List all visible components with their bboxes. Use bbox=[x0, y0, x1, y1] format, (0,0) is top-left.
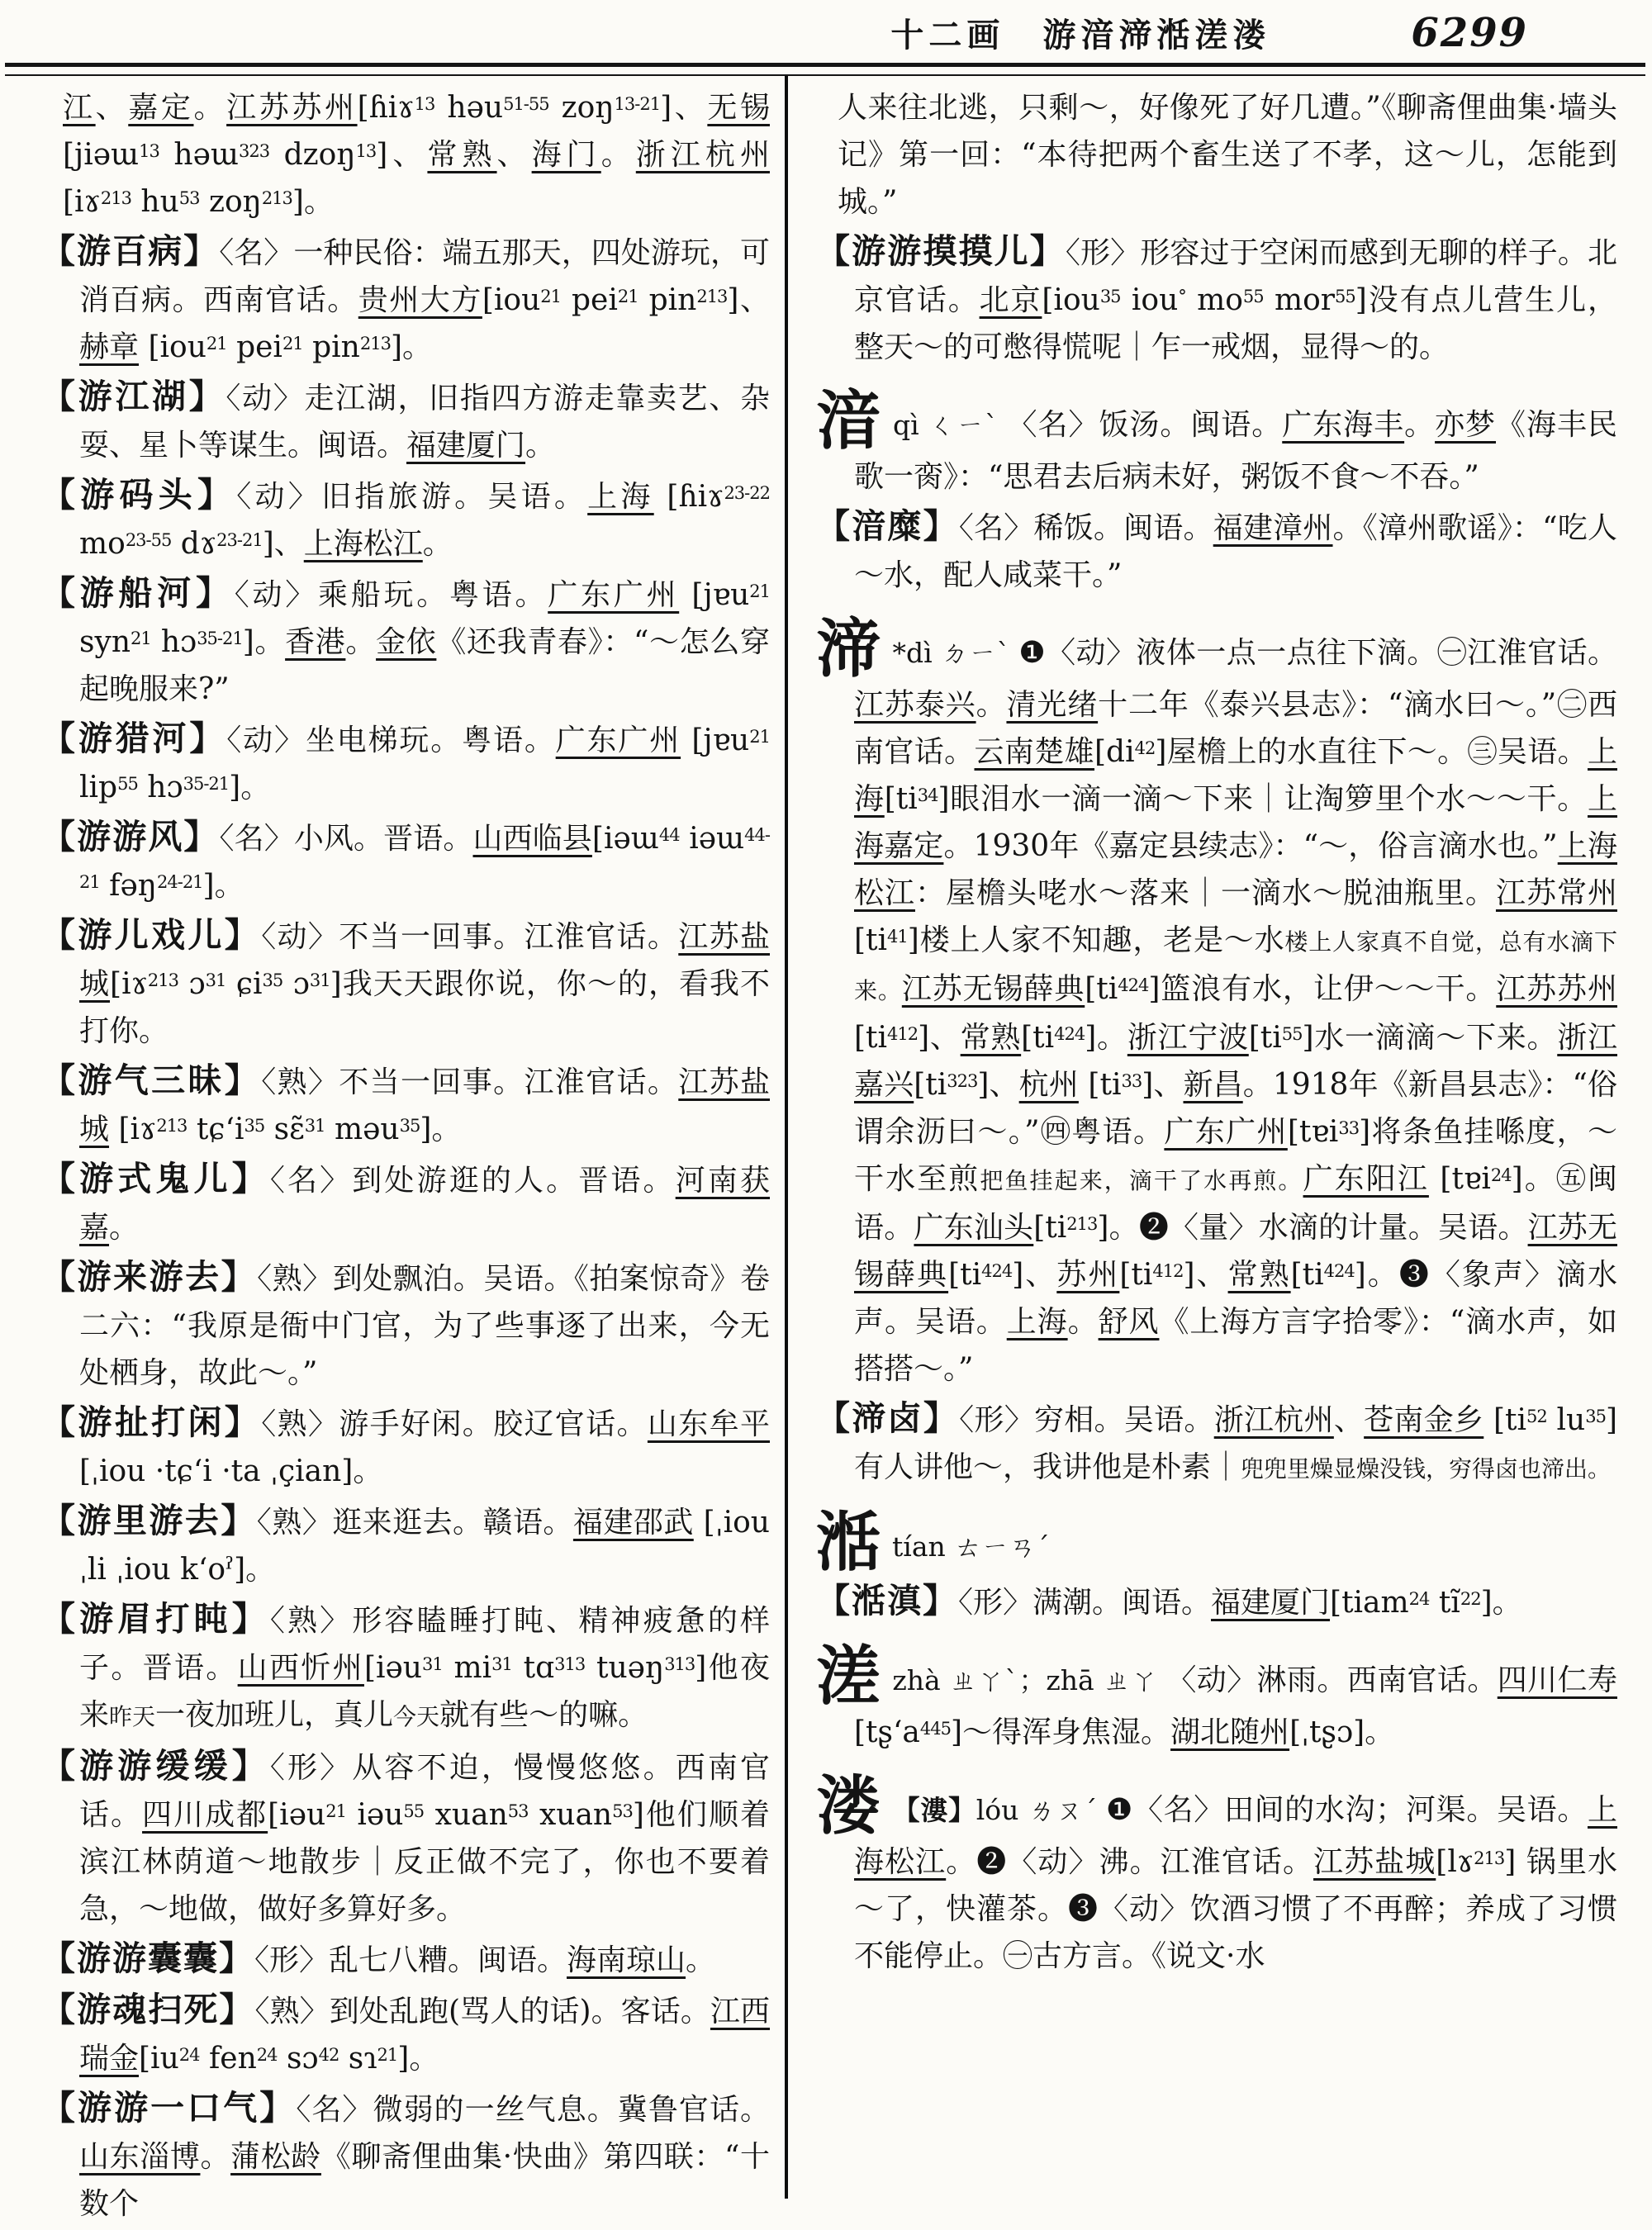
dictionary-entry: 【游江湖】〈动〉走江湖，旧指四方游走靠卖艺、杂耍、星卜等谋生。闽语。福建厦门。 bbox=[41, 377, 770, 463]
headword: 【渧卤】 bbox=[816, 1398, 960, 1438]
dictionary-entry: 【游气三昧】〈熟〉不当一回事。江淮官话。江苏盐城 [iɤ$^{213}$ tɕʻi$^{35}$ sɛ̃$^{31}$ məu$^{35}$]。 bbox=[41, 1060, 770, 1146]
headword: 【游江湖】 bbox=[41, 377, 226, 416]
dictionary-entry: 【游扯打闲】〈熟〉游手好闲。胶辽官话。山东牟平[ˌiou ·tɕʻi ·ta ˌçian]。 bbox=[41, 1402, 770, 1488]
dictionary-entry: 【渧卤】〈形〉穷相。吴语。浙江杭州、苍南金乡 [$ti^{52}$ $lu^{35}$] 有人讲他～，我讲他是朴素｜兜兜里燥显燥没钱，穷得卤也渧出。 bbox=[816, 1398, 1617, 1484]
headword: 【游魂扫死】 bbox=[41, 1990, 255, 2029]
headword: 【游游囊囊】 bbox=[41, 1938, 254, 1978]
headword: 【游游摸摸儿】 bbox=[816, 231, 1066, 271]
continuation-paragraph: 人来往北逃，只剩～，好像死了好几遭。”《聊斋俚曲集·墙头记》第一回：“本待把两个畜生送了不孝，这～儿，怎能到城。” bbox=[838, 91, 1617, 219]
head-character-entry: 湆qì ㄑㄧˋ 〈名〉饭汤。闽语。广东海丰。亦梦《海丰民歌一脔》：“思君去后病未好，粥饭不食～不吞。” bbox=[816, 383, 1617, 494]
left-column bbox=[0, 76, 785, 2221]
headword: 【游游风】 bbox=[41, 817, 220, 856]
header-title bbox=[890, 9, 1270, 56]
big-character: 湉 bbox=[816, 1505, 881, 1580]
pronunciation: zhà ㄓㄚˋ；zhā ㄓㄚ bbox=[892, 1664, 1159, 1696]
headword: 【游游缓缓】 bbox=[41, 1746, 270, 1786]
dictionary-entry: 【湉滇】〈形〉满潮。闽语。福建厦门[tiam$^{24}$ $tĩ^{22}$]。 bbox=[816, 1581, 1522, 1620]
pronunciation: 【漊】lóu ㄌㄡˊ bbox=[892, 1794, 1099, 1826]
headword: 【游眉打盹】 bbox=[41, 1599, 270, 1639]
text-columns bbox=[0, 76, 1652, 2221]
big-character: 渧 bbox=[816, 611, 881, 686]
dictionary-entry: 【游游囊囊】〈形〉乱七八糟。闽语。海南琼山。 bbox=[41, 1938, 716, 1978]
headword: 【游百病】 bbox=[41, 231, 220, 271]
headword: 【游儿戏儿】 bbox=[41, 915, 262, 955]
pronunciation: *dì ㄉㄧˋ bbox=[892, 637, 1011, 669]
headword: 【湆糜】 bbox=[816, 506, 959, 546]
big-character: 湆 bbox=[816, 383, 881, 458]
dictionary-entry: 【游猎河】〈动〉坐电梯玩。粤语。广东广州 [jɐu$^{21}$ lip$^{55}$ hɔ$^{35-21}$]。 bbox=[41, 719, 770, 804]
dictionary-entry: 【游来游去】〈熟〉到处飘泊。吴语。《拍案惊奇》卷二六：“我原是衙中门官，为了些事逐了出来，今无处栖身，故此～。” bbox=[41, 1257, 770, 1390]
headword: 【游里游去】 bbox=[41, 1501, 257, 1540]
stroke-section-label: 十二画 bbox=[890, 16, 1005, 55]
headword: 【游码头】 bbox=[41, 475, 237, 515]
head-character-entry: 渧 *dì ㄉㄧˋ ❶〈动〉液体一点一点往下滴。㊀江淮官话。江苏泰兴。清光绪十二年《泰兴县志》：“滴水曰～。”㊁西南官话。云南楚雄$[di^{42}]$屋檐上的水直往下～。㊂吴语。上海$[ti^{34}]$眼泪水一滴一滴～下来｜让淘箩里个水～～干。上海嘉定。1930年《嘉定县续志》：“～，俗言滴水也。”上海松江：屋檐头咾水～落来｜一滴水～脱油瓶里。江苏常州$[ti^{41}]$楼上人家不知趣，老是～水楼上人家真不自觉，总有水滴下来。江苏无锡薛典$[ti^{424}]$篮浪有水，让伊～～干。江苏苏州$[ti^{412}]$、常熟$[ti^{424}]$。浙江宁波$[ti^{55}]$水一滴滴～下来。浙江嘉兴$[ti^{323}]$、杭州 $[ti^{33}]$、新昌。1918年《新昌县志》：“俗谓余沥曰～。”㊃粤语。广东广州[tɐi$^{33}$]将条鱼挂喺度，～干水至煎把鱼挂起来，滴干了水再煎。广东阳江 [tɐi$^{24}$]。㊄闽语。广东汕头$[ti^{213}]$。❷〈量〉水滴的计量。吴语。江苏无锡薛典$[ti^{424}]$、苏州$[ti^{412}]$、常熟$[ti^{424}]$。❸〈象声〉滴水声。吴语。上海。舒风《上海方言字拾零》：“滴水声，如搭搭～。” bbox=[816, 611, 1618, 1386]
dictionary-entry: 【游儿戏儿】〈动〉不当一回事。江淮官话。江苏盐城[iɤ$^{213}$ ɔ$^{31}$ ɕi$^{35}$ ɔ$^{31}$]我天天跟你说，你～的，看我不打你。 bbox=[41, 915, 771, 1048]
dictionary-entry: 【游眉打盹】〈熟〉形容瞌睡打盹、精神疲惫的样子。晋语。山西忻州[iəu$^{31}$ $mi^{31}$ tɑ$^{313}$ tuəŋ$^{313}$]他夜来昨天一夜加班儿，真儿今天就有些～的嘛。 bbox=[41, 1599, 770, 1732]
dictionary-entry: 【游游一口气】〈名〉微弱的一丝气息。冀鲁官话。山东淄博。蒲松龄《聊斋俚曲集·快曲》第四联：“十数个 bbox=[41, 2088, 770, 2221]
pronunciation: qì ㄑㄧˋ bbox=[892, 409, 999, 441]
big-character: 溇 bbox=[816, 1768, 881, 1843]
dictionary-entry: 【游式鬼儿】〈名〉到处游逛的人。晋语。河南获嘉。 bbox=[41, 1159, 770, 1245]
continuation-paragraph: 江、嘉定。江苏苏州[ɦiɤ$^{13}$ həu$^{51-55}$ zoŋ$^{13-21}$]、无锡[jiəɯ$^{13}$ həɯ$^{323}$ dzoŋ$^{13}$]、常熟、海门。浙江杭州 [iɤ$^{213}$ $hu^{53}$ zoŋ$^{213}$]。 bbox=[63, 91, 770, 219]
dictionary-entry: 【游码头】〈动〉旧指旅游。吴语。上海 [ɦiɤ$^{23-22}$ $mo^{23-55}$ dɤ$^{23-21}$]、上海松江。 bbox=[41, 475, 770, 561]
headword: 【游式鬼儿】 bbox=[41, 1159, 270, 1198]
head-character-entry: 溇 【漊】lóu ㄌㄡˊ ❶〈名〉田间的水沟；河渠。吴语。上海松江。❷〈动〉沸。江淮官话。江苏盐城[lɤ$^{213}$] 锅里水～了，快灌茶。❸〈动〉饮酒习惯了不再醉；养成了习惯不能停止。㊀古方言。《说文·水 bbox=[816, 1768, 1617, 1973]
page-header bbox=[0, 0, 1652, 63]
headword: 【游扯打闲】 bbox=[41, 1402, 262, 1442]
header-rule bbox=[5, 63, 1645, 76]
dictionary-entry: 【游游摸摸儿】〈形〉形容过于空闲而感到无聊的样子。北京官话。北京[iou$^{35}$ iou° $mo^{55}$ mor$^{55}$]没有点儿营生儿，整天～的可憋得慌呢｜乍一戒烟，显得～的。 bbox=[816, 231, 1617, 364]
headword: 【游猎河】 bbox=[41, 719, 227, 758]
dictionary-entry: 【湆糜】〈名〉稀饭。闽语。福建漳州。《漳州歌谣》：“吃人～水，配人咸菜干。” bbox=[816, 506, 1617, 592]
headword: 【游气三昧】 bbox=[41, 1060, 262, 1100]
headword: 【游来游去】 bbox=[41, 1257, 258, 1297]
big-character: 溠 bbox=[816, 1639, 881, 1714]
header-characters: 游湆渧湉溠溇 bbox=[1042, 16, 1271, 55]
right-column bbox=[785, 76, 1652, 2199]
dictionary-entry: 【游百病】〈名〉一种民俗：端五那天，四处游玩，可消百病。西南官话。贵州大方[iou$^{21}$ pei$^{21}$ pin$^{213}$]、赫章 [iou$^{21}$ pei$^{21}$ pin$^{213}$]。 bbox=[41, 231, 770, 364]
head-character-entry bbox=[816, 1505, 1617, 1580]
dictionary-entry: 【游里游去】〈熟〉逛来逛去。赣语。福建邵武 [ˌiou ˌli ˌiou kʻoˀ]。 bbox=[41, 1501, 770, 1587]
pronunciation: tían ㄊㄧㄢˊ bbox=[892, 1530, 1050, 1563]
dictionary-entry: 【游游风】〈名〉小风。晋语。山西临县[iəɯ$^{44}$ iəɯ$^{44-21}$ fəŋ$^{24-21}$]。 bbox=[41, 817, 770, 903]
headword: 【湉滇】 bbox=[816, 1581, 958, 1620]
dictionary-entry: 【游船河】〈动〉乘船玩。粤语。广东广州 [jɐu$^{21}$ syn$^{21}$ hɔ$^{35-21}$]。香港。金依《还我青春》：“～怎么穿起晚服来?” bbox=[41, 573, 770, 706]
headword: 【游游一口气】 bbox=[41, 2088, 297, 2128]
page-number: 6299 bbox=[1411, 10, 1528, 56]
dictionary-entry: 【游游缓缓】〈形〉从容不迫，慢慢悠悠。西南官话。四川成都[iəu$^{21}$ iəu$^{55}$ xuan$^{53}$ xuan$^{53}$]他们顺着滨江林荫道～地散步｜反正做不完了，你也不要着急，～地做，做好多算好多。 bbox=[41, 1746, 770, 1926]
headword: 【游船河】 bbox=[41, 573, 235, 613]
head-character-entry: 溠zhà ㄓㄚˋ；zhā ㄓㄚ 〈动〉淋雨。西南官话。四川仁寿[tʂʻa$^{445}$]～得浑身焦湿。湖北随州[ˌtʂɔ]。 bbox=[816, 1639, 1617, 1749]
dictionary-entry: 【游魂扫死】〈熟〉到处乱跑(骂人的话)。客话。江西瑞金[$iu^{24}$ fen$^{24}$ sɔ$^{42}$ sɿ$^{21}$]。 bbox=[41, 1990, 771, 2076]
